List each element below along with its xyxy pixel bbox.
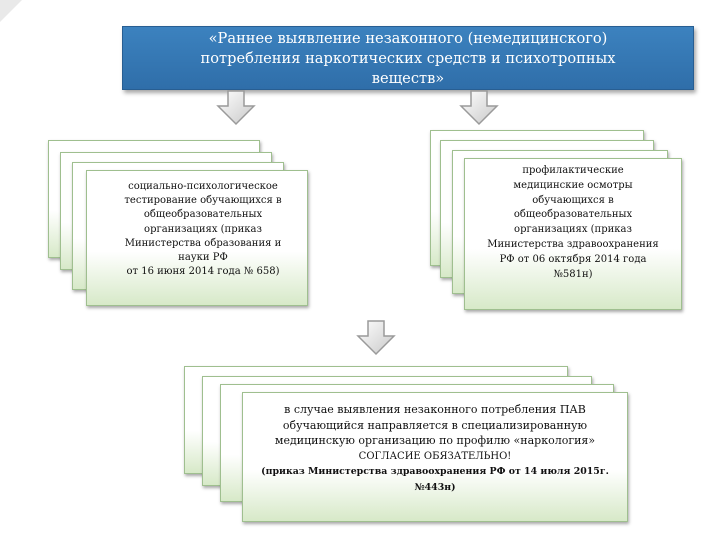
bottom-line-1: в случае выявления незаконного потребления ПАВ (284, 403, 586, 416)
down-arrow-icon (356, 320, 396, 356)
title-line-2: потребления наркотических средств и психотропных (200, 50, 616, 67)
down-arrow-icon (216, 90, 256, 126)
right-line-5: организациях (приказ (514, 224, 632, 236)
left-line-4: организациях (приказ (144, 223, 262, 235)
right-line-2: медицинские осмотры (513, 179, 633, 191)
left-line-5: Министерства образования и (124, 237, 282, 249)
right-line-7: РФ от 06 октября 2014 года (499, 253, 647, 265)
bottom-line-3: медицинскую организацию по профилю «наркология» (274, 434, 596, 447)
left-box-text (96, 180, 310, 279)
left-line-2: тестирование обучающихся в (124, 195, 282, 207)
bottom-box-text (246, 402, 624, 496)
left-line-1: социально-психологическое (128, 181, 278, 192)
title-line-1: «Раннее выявление незаконного (немедицинского) (208, 30, 608, 47)
bottom-note-line-1: (приказ Министерства здравоохранения РФ от 14 июля 2015г. (261, 466, 609, 477)
right-line-8: №581н) (553, 268, 593, 280)
bottom-line-4: СОГЛАСИЕ ОБЯЗАТЕЛЬНО! (358, 450, 512, 462)
bottom-line-2: обучающийся направляется в специализированную (282, 418, 588, 432)
title-line-3: веществ» (371, 70, 445, 87)
right-line-4: общеобразовательных (513, 209, 633, 221)
title-banner (122, 26, 694, 90)
right-box-text (466, 164, 680, 282)
right-line-1: профилактические (522, 165, 624, 176)
bottom-note-line-2: №443н) (414, 482, 456, 493)
left-line-6: науки РФ (178, 252, 228, 264)
corner-decoration (0, 0, 22, 22)
left-line-7: от 16 июня 2014 года № 658) (126, 266, 280, 278)
right-line-6: Министерства здравоохранения (487, 238, 659, 250)
left-line-3: общеобразовательных (143, 209, 263, 221)
right-line-3: обучающихся в (532, 194, 614, 206)
down-arrow-icon (459, 90, 499, 126)
